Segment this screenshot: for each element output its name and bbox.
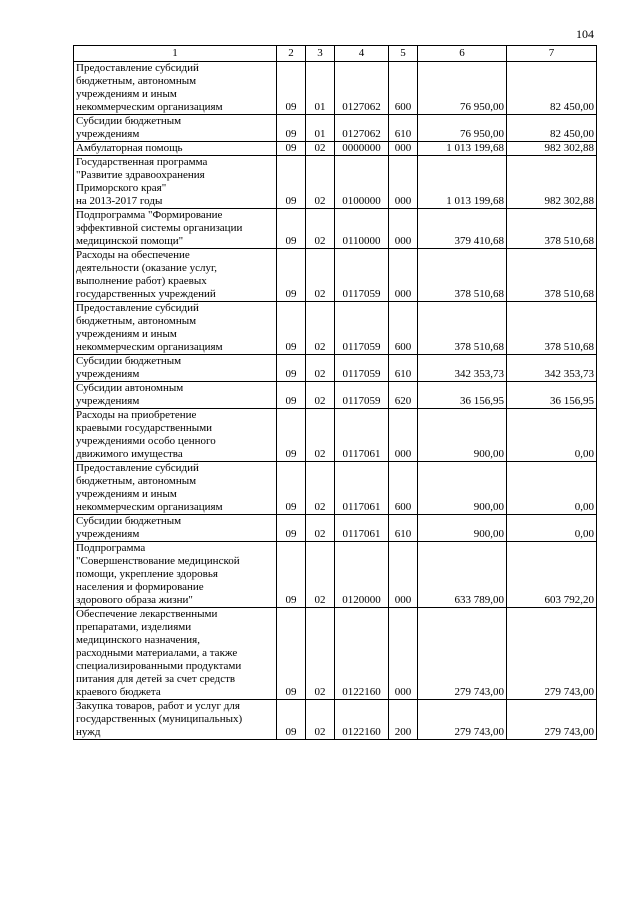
cell-amount-col7: 378 510,68	[507, 249, 597, 302]
cell-description: Субсидии автономным учреждениям	[74, 382, 277, 409]
cell-description: Амбулаторная помощь	[74, 142, 277, 156]
page-number: 104	[576, 27, 594, 41]
cell-amount-col7: 0,00	[507, 462, 597, 515]
cell-expense-type: 000	[389, 542, 418, 608]
table-row	[74, 700, 597, 740]
cell-description: Обеспечение лекарственными препаратами, изделиями медицинского назначения, расходными материалами, а также специализированными продуктами питания для детей за счет средств краевого бюджета	[74, 608, 277, 700]
cell-subsection: 02	[306, 355, 335, 382]
cell-section: 09	[277, 209, 306, 249]
cell-expense-type: 000	[389, 409, 418, 462]
cell-target-article: 0122160	[335, 608, 389, 700]
cell-description: Государственная программа "Развитие здравоохранения Приморского края" на 2013-2017 годы	[74, 156, 277, 209]
cell-target-article: 0110000	[335, 209, 389, 249]
cell-description: Расходы на обеспечение деятельности (оказание услуг, выполнение работ) краевых государственных учреждений	[74, 249, 277, 302]
cell-subsection: 02	[306, 700, 335, 740]
cell-subsection: 02	[306, 142, 335, 156]
cell-section: 09	[277, 515, 306, 542]
header-col-2: 2	[277, 46, 306, 62]
table-row	[74, 608, 597, 700]
header-col-1: 1	[74, 46, 277, 62]
cell-section: 09	[277, 700, 306, 740]
cell-amount-col6: 279 743,00	[418, 700, 507, 740]
cell-section: 09	[277, 355, 306, 382]
cell-subsection: 02	[306, 608, 335, 700]
cell-section: 09	[277, 608, 306, 700]
cell-section: 09	[277, 409, 306, 462]
cell-expense-type: 000	[389, 209, 418, 249]
cell-section: 09	[277, 542, 306, 608]
cell-amount-col6: 379 410,68	[418, 209, 507, 249]
cell-target-article: 0122160	[335, 700, 389, 740]
cell-amount-col7: 279 743,00	[507, 608, 597, 700]
header-col-3: 3	[306, 46, 335, 62]
cell-target-article: 0117059	[335, 249, 389, 302]
cell-amount-col7: 36 156,95	[507, 382, 597, 409]
table-header-row	[74, 46, 597, 62]
cell-subsection: 02	[306, 462, 335, 515]
cell-expense-type: 600	[389, 302, 418, 355]
cell-subsection: 02	[306, 515, 335, 542]
cell-subsection: 02	[306, 156, 335, 209]
cell-subsection: 02	[306, 382, 335, 409]
table-row	[74, 542, 597, 608]
cell-amount-col7: 82 450,00	[507, 115, 597, 142]
cell-amount-col7: 0,00	[507, 409, 597, 462]
cell-expense-type: 000	[389, 249, 418, 302]
cell-target-article: 0117061	[335, 515, 389, 542]
cell-expense-type: 610	[389, 115, 418, 142]
cell-amount-col6: 378 510,68	[418, 302, 507, 355]
table-row	[74, 62, 597, 115]
cell-amount-col7: 279 743,00	[507, 700, 597, 740]
cell-expense-type: 200	[389, 700, 418, 740]
cell-amount-col6: 342 353,73	[418, 355, 507, 382]
cell-target-article: 0127062	[335, 62, 389, 115]
cell-expense-type: 000	[389, 608, 418, 700]
cell-description: Предоставление субсидий бюджетным, автономным учреждениям и иным некоммерческим организациям	[74, 62, 277, 115]
cell-amount-col7: 982 302,88	[507, 156, 597, 209]
cell-amount-col7: 378 510,68	[507, 302, 597, 355]
cell-description: Субсидии бюджетным учреждениям	[74, 115, 277, 142]
cell-expense-type: 000	[389, 142, 418, 156]
cell-target-article: 0117059	[335, 302, 389, 355]
header-col-4: 4	[335, 46, 389, 62]
cell-subsection: 02	[306, 542, 335, 608]
table-row	[74, 142, 597, 156]
table-row	[74, 355, 597, 382]
cell-subsection: 01	[306, 62, 335, 115]
header-col-5: 5	[389, 46, 418, 62]
cell-section: 09	[277, 62, 306, 115]
cell-section: 09	[277, 142, 306, 156]
cell-expense-type: 610	[389, 355, 418, 382]
cell-amount-col7: 342 353,73	[507, 355, 597, 382]
cell-subsection: 02	[306, 302, 335, 355]
cell-target-article: 0117059	[335, 355, 389, 382]
cell-target-article: 0100000	[335, 156, 389, 209]
cell-amount-col6: 900,00	[418, 462, 507, 515]
cell-expense-type: 620	[389, 382, 418, 409]
cell-target-article: 0117059	[335, 382, 389, 409]
cell-amount-col6: 279 743,00	[418, 608, 507, 700]
cell-amount-col6: 76 950,00	[418, 115, 507, 142]
cell-section: 09	[277, 249, 306, 302]
cell-expense-type: 000	[389, 156, 418, 209]
table-row	[74, 115, 597, 142]
cell-section: 09	[277, 156, 306, 209]
table-row	[74, 462, 597, 515]
cell-section: 09	[277, 382, 306, 409]
cell-target-article: 0000000	[335, 142, 389, 156]
cell-amount-col6: 900,00	[418, 515, 507, 542]
cell-subsection: 02	[306, 209, 335, 249]
cell-amount-col6: 76 950,00	[418, 62, 507, 115]
cell-amount-col6: 36 156,95	[418, 382, 507, 409]
cell-description: Подпрограмма "Совершенствование медицинской помощи, укрепление здоровья населения и формирование здорового образа жизни"	[74, 542, 277, 608]
cell-subsection: 01	[306, 115, 335, 142]
table-row	[74, 156, 597, 209]
cell-amount-col7: 603 792,20	[507, 542, 597, 608]
cell-subsection: 02	[306, 409, 335, 462]
table-row	[74, 249, 597, 302]
cell-description: Закупка товаров, работ и услуг для государственных (муниципальных) нужд	[74, 700, 277, 740]
cell-target-article: 0117061	[335, 462, 389, 515]
cell-expense-type: 600	[389, 62, 418, 115]
cell-target-article: 0127062	[335, 115, 389, 142]
cell-amount-col7: 378 510,68	[507, 209, 597, 249]
cell-amount-col7: 982 302,88	[507, 142, 597, 156]
cell-subsection: 02	[306, 249, 335, 302]
table-row	[74, 382, 597, 409]
table-row	[74, 515, 597, 542]
cell-description: Субсидии бюджетным учреждениям	[74, 355, 277, 382]
cell-section: 09	[277, 462, 306, 515]
cell-section: 09	[277, 115, 306, 142]
table-row	[74, 409, 597, 462]
header-col-7: 7	[507, 46, 597, 62]
cell-target-article: 0117061	[335, 409, 389, 462]
cell-amount-col6: 900,00	[418, 409, 507, 462]
cell-target-article: 0120000	[335, 542, 389, 608]
cell-section: 09	[277, 302, 306, 355]
cell-amount-col7: 0,00	[507, 515, 597, 542]
cell-expense-type: 610	[389, 515, 418, 542]
cell-description: Расходы на приобретение краевыми государственными учреждениями особо ценного движимого имущества	[74, 409, 277, 462]
cell-amount-col6: 633 789,00	[418, 542, 507, 608]
header-col-6: 6	[418, 46, 507, 62]
budget-table	[73, 45, 597, 740]
cell-amount-col7: 82 450,00	[507, 62, 597, 115]
cell-expense-type: 600	[389, 462, 418, 515]
cell-description: Субсидии бюджетным учреждениям	[74, 515, 277, 542]
cell-description: Предоставление субсидий бюджетным, автономным учреждениям и иным некоммерческим организациям	[74, 462, 277, 515]
cell-description: Предоставление субсидий бюджетным, автономным учреждениям и иным некоммерческим организациям	[74, 302, 277, 355]
cell-description: Подпрограмма "Формирование эффективной системы организации медицинской помощи"	[74, 209, 277, 249]
cell-amount-col6: 378 510,68	[418, 249, 507, 302]
cell-amount-col6: 1 013 199,68	[418, 156, 507, 209]
table-row	[74, 302, 597, 355]
cell-amount-col6: 1 013 199,68	[418, 142, 507, 156]
table-row	[74, 209, 597, 249]
